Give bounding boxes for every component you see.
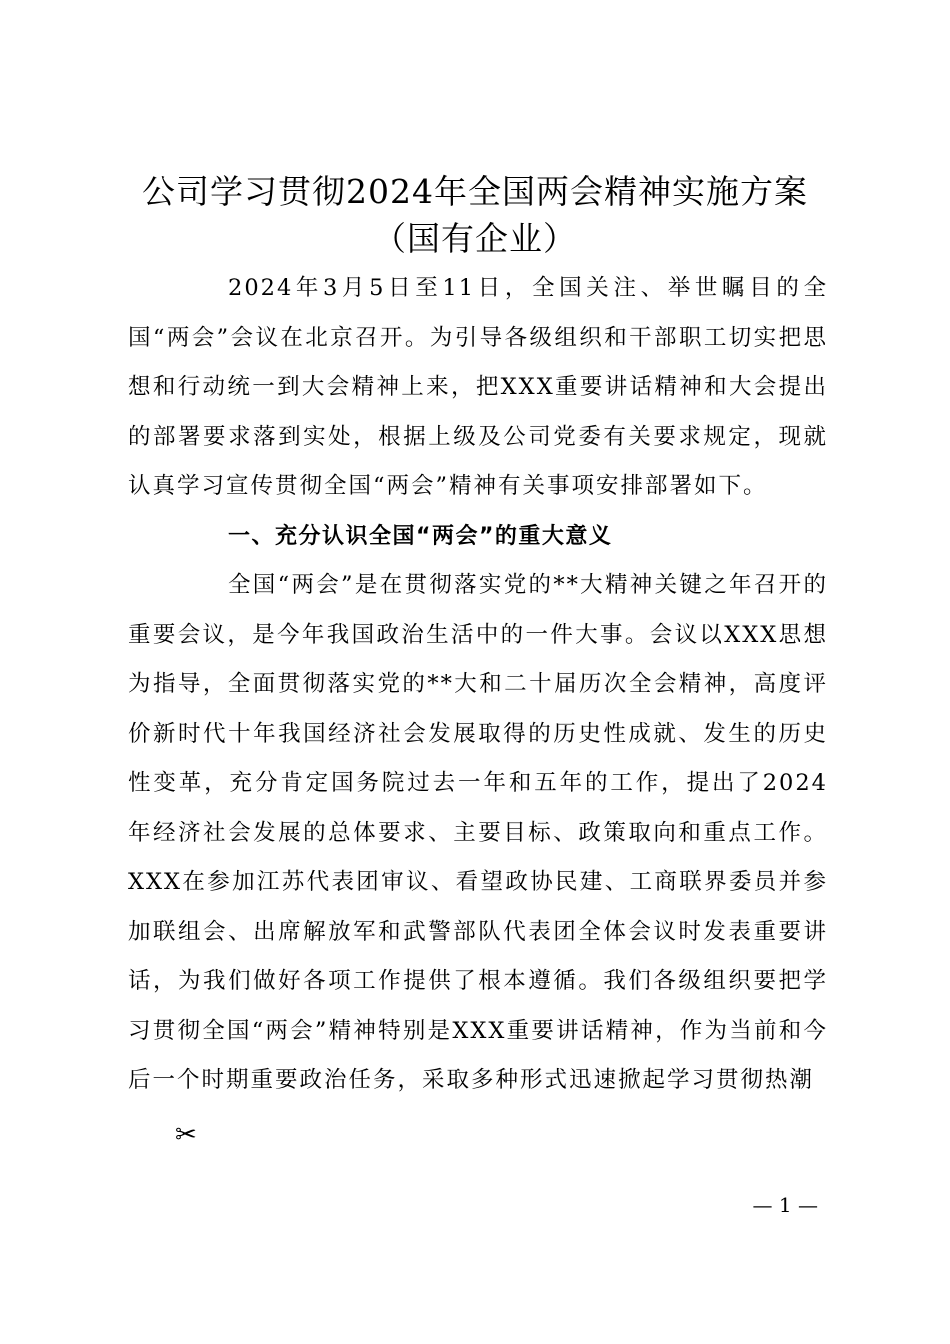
page-number: — 1 — — [752, 1193, 818, 1217]
document-title — [120, 168, 830, 262]
document-body — [128, 264, 828, 1106]
section-paragraph: 全国“两会”是在贯彻落实党的**大精神关键之年召开的重要会议，是今年我国政治生活中的一件大事。会议以XXX思想为指导，全面贯彻落实党的**大和二十届历次全会精神，高度评价新时代十年我国经济社会发展取得的历史性成就、发生的历史性变革，充分肯定国务院过去一年和五年的工作，提出了2024年经济社会发展的总体要求、主要目标、政策取向和重点工作。XXX在参加江苏代表团审议、看望政协民建、工商联界委员并参加联组会、出席解放军和武警部队代表团全体会议时发表重要讲话，为我们做好各项工作提供了根本遵循。我们各级组织要把学习贯彻全国“两会”精神特别是XXX重要讲话精神，作为当前和今后一个时期重要政治任务，采取多种形式迅速掀起学习贯彻热潮 — [128, 572, 828, 1093]
scissors-icon: ✂ — [175, 1120, 197, 1150]
intro-paragraph: 2024年3月5日至11日，全国关注、举世瞩目的全国“两会”会议在北京召开。为引导各级组织和干部职工切实把思想和行动统一到大会精神上来，把XXX重要讲话精神和大会提出的部署要求落到实处，根据上级及公司党委有关要求规定，现就认真学习宣传贯彻全国“两会”精神有关事项安排部署如下。 — [128, 275, 828, 499]
title-line-subtitle: （国有企业） — [373, 219, 577, 258]
section-heading: 一、充分认识全国“两会”的重大意义 — [228, 523, 613, 549]
title-line-main: 公司学习贯彻2024年全国两会精神实施方案 — [142, 172, 808, 211]
